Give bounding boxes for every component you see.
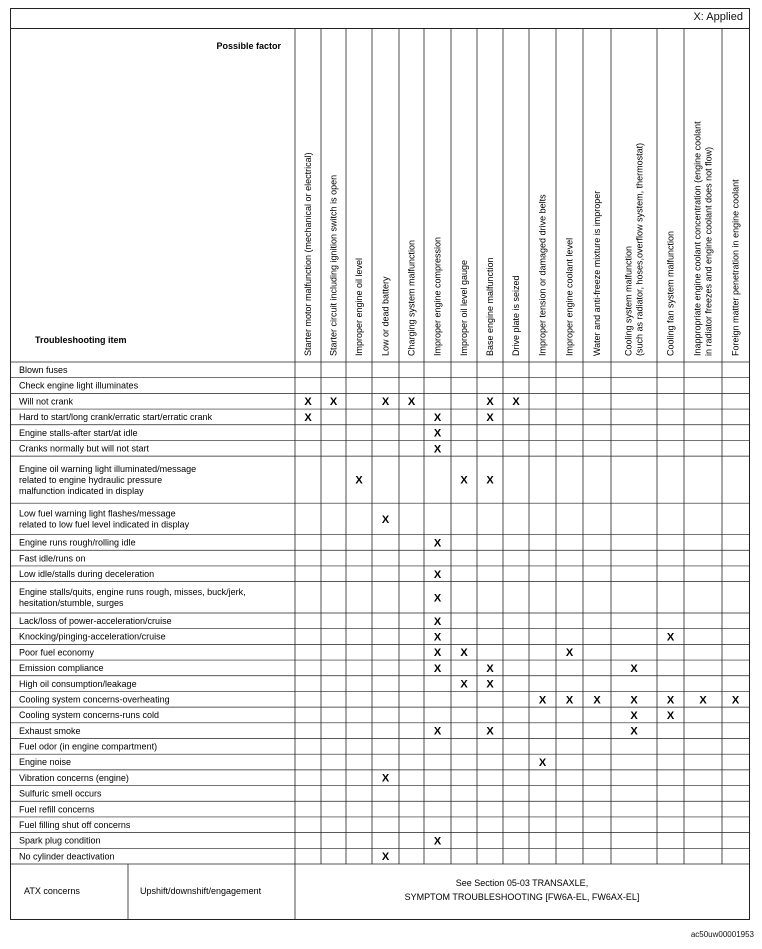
factor-column-label: Water and anti-freeze mixture is improper [592, 190, 602, 356]
row-label: Fuel filling shut off concerns [19, 819, 131, 830]
applied-mark: X [433, 568, 442, 581]
row-label: Hard to start/long crank/erratic start/erratic crank [19, 412, 213, 423]
row-label: Engine stalls-after start/at idle [19, 427, 138, 438]
applied-mark: X [433, 662, 442, 675]
factor-column-header [303, 152, 313, 356]
row-label: Emission compliance [19, 663, 104, 674]
table-rows [11, 365, 749, 864]
table-row [11, 632, 749, 645]
factor-column-label: Improper engine compression [432, 236, 443, 356]
atx-concerns-sublabel: Upshift/downshift/engagement [140, 886, 262, 896]
factor-column-label: Inappropriate engine coolant concentration (engine coolant [692, 121, 703, 356]
table-row [11, 464, 749, 503]
table-row [11, 587, 749, 613]
table-row [11, 443, 749, 456]
table-row [11, 509, 749, 535]
table-row [11, 365, 749, 378]
factor-column-header [433, 237, 443, 356]
table-row [11, 710, 749, 723]
applied-mark: X [666, 709, 675, 722]
row-label: related to engine hydraulic pressure [19, 474, 163, 485]
applied-mark: X [565, 694, 574, 707]
row-label: Vibration concerns (engine) [19, 772, 129, 783]
applied-mark: X [630, 662, 638, 675]
row-label: Fuel odor (in engine compartment) [19, 741, 158, 752]
applied-mark: X [486, 396, 494, 409]
applied-mark: X [433, 427, 442, 440]
factor-column-label: (such as radiator, hoses,overflow system, thermostat) [634, 142, 645, 356]
row-label: Fuel refill concerns [19, 804, 95, 815]
applied-mark: X [538, 694, 547, 707]
table-header [35, 41, 281, 345]
applied-mark: X [381, 513, 390, 526]
row-label: Low fuel warning light flashes/message [19, 508, 176, 519]
table-row [11, 789, 749, 802]
applied-mark: X [630, 694, 638, 707]
applied-mark: X [381, 396, 390, 409]
applied-mark: X [460, 678, 468, 691]
applied-mark: X [433, 537, 442, 550]
row-label: Engine stalls/quits, engine runs rough, misses, buck/jerk, [19, 587, 246, 598]
row-label: Cranks normally but will not start [19, 443, 150, 454]
applied-mark: X [433, 443, 442, 456]
applied-mark: X [731, 694, 740, 707]
applied-mark: X [666, 631, 675, 644]
applied-mark: X [433, 725, 442, 738]
row-label: Fast idle/runs on [19, 553, 86, 564]
row-label: High oil consumption/leakage [19, 678, 137, 689]
applied-mark: X [512, 396, 520, 409]
row-label: malfunction indicated in display [19, 485, 144, 496]
row-label: Knocking/pinging-acceleration/cruise [19, 631, 166, 642]
row-label: Low idle/stalls during deceleration [19, 568, 155, 579]
applied-mark: X [329, 396, 338, 409]
row-label: Check engine light illuminates [19, 380, 139, 391]
factor-column-header [731, 179, 741, 356]
applied-mark: X [630, 709, 638, 722]
applied-mark: X [381, 772, 390, 785]
table-row [11, 679, 749, 692]
applied-mark: X [538, 757, 547, 770]
image-code: ac50uw00001953 [690, 930, 754, 939]
row-label: Exhaust smoke [19, 725, 81, 736]
table-row [11, 742, 749, 755]
table-row [11, 804, 749, 817]
factor-columns [303, 121, 741, 356]
applied-mark: X [460, 474, 468, 487]
factor-column-label: Improper tension or damaged drive belts [537, 194, 548, 356]
applied-mark: X [433, 835, 442, 848]
factor-column-header [592, 191, 602, 356]
table-row [11, 569, 749, 582]
factor-column-header [381, 276, 391, 356]
factor-column-header [693, 121, 714, 356]
applied-mark: X [381, 851, 390, 864]
applied-mark: X [304, 411, 312, 424]
table-row [11, 663, 749, 676]
atx-concerns-row [24, 878, 639, 902]
table-row [11, 694, 749, 707]
factor-column-label: Foreign matter penetration in engine coolant [730, 179, 741, 356]
row-label: Poor fuel economy [19, 647, 95, 658]
applied-mark: X [433, 631, 442, 644]
table-row [11, 537, 749, 550]
table-row [11, 835, 749, 848]
factor-column-label: Starter motor malfunction (mechanical or electrical) [303, 152, 313, 356]
applied-mark: X [355, 474, 363, 487]
applied-mark: X [593, 694, 601, 707]
applied-mark: X [630, 725, 638, 738]
applied-mark: X [486, 662, 494, 675]
row-label: Lack/loss of power-acceleration/cruise [19, 616, 172, 627]
table-row [11, 647, 749, 660]
legend-label: X: Applied [693, 11, 743, 23]
row-label: Engine noise [19, 757, 72, 768]
troubleshooting-table [11, 28, 749, 920]
applied-mark: X [433, 615, 442, 628]
factor-column-header [354, 258, 364, 356]
factor-column-header [485, 257, 495, 356]
row-label: Engine oil warning light illuminated/message [19, 463, 197, 474]
factor-column-label: Starter circuit including ignition switch is open [328, 174, 339, 356]
row-label: Will not crank [19, 396, 74, 407]
atx-concerns-label: ATX concerns [24, 886, 80, 896]
factor-column-label: Improper engine oil level [354, 257, 364, 356]
factor-column-label: Drive plate is seized [511, 275, 521, 356]
table-row [11, 412, 749, 425]
table-row [11, 820, 749, 833]
applied-mark: X [433, 411, 442, 424]
troubleshooting-page [10, 8, 750, 920]
factor-column-label: Low or dead battery [380, 276, 391, 356]
atx-section-note-line2: SYMPTOM TROUBLESHOOTING [FW6A-EL, FW6AX-EL] [404, 892, 640, 902]
factor-column-label: Cooling system malfunction [623, 245, 634, 356]
factor-column-label: Cooling fan system malfunction [665, 230, 676, 356]
applied-mark: X [407, 396, 416, 409]
factor-column-header [329, 175, 339, 356]
factor-column-header [511, 275, 521, 356]
row-label: Sulfuric smell occurs [19, 788, 102, 799]
applied-mark: X [433, 647, 442, 660]
row-label: hesitation/stumble, surges [19, 598, 124, 609]
factor-column-header [666, 231, 676, 356]
table-row [11, 428, 749, 441]
table-row [11, 726, 749, 739]
factor-column-label: Base engine malfunction [485, 257, 495, 356]
row-label: No cylinder deactivation [19, 851, 115, 862]
table-row [11, 616, 749, 629]
possible-factor-label: Possible factor [216, 41, 281, 51]
applied-mark: X [666, 694, 675, 707]
factor-column-label: in radiator freezes and engine coolant does not flow) [703, 146, 714, 356]
factor-column-label: Improper oil level gauge [459, 259, 469, 356]
row-label: Cooling system concerns-overheating [19, 694, 170, 705]
table-row [11, 851, 749, 864]
troubleshooting-item-label: Troubleshooting item [35, 335, 127, 345]
atx-section-note-line1: See Section 05-03 TRANSAXLE, [455, 878, 589, 888]
factor-column-header [538, 194, 548, 356]
applied-mark: X [304, 396, 312, 409]
factor-column-label: Improper engine coolant level [564, 237, 575, 356]
table-row [11, 553, 749, 566]
factor-column-header [624, 143, 645, 356]
applied-mark: X [486, 411, 494, 424]
factor-column-header [459, 260, 469, 356]
factor-column-header [565, 238, 575, 356]
applied-mark: X [486, 678, 494, 691]
row-label: related to low fuel level indicated in display [19, 519, 190, 530]
applied-mark: X [433, 592, 442, 605]
table-row [11, 773, 749, 786]
applied-mark: X [699, 694, 707, 707]
applied-mark: X [486, 474, 494, 487]
row-label: Engine runs rough/rolling idle [19, 537, 136, 548]
table-row [11, 381, 749, 394]
row-label: Spark plug condition [19, 835, 101, 846]
table-row [11, 757, 749, 770]
row-label: Blown fuses [19, 365, 68, 376]
factor-column-header [407, 240, 417, 356]
table-row [11, 396, 749, 409]
applied-mark: X [460, 647, 468, 660]
applied-mark: X [486, 725, 494, 738]
applied-mark: X [565, 647, 574, 660]
row-label: Cooling system concerns-runs cold [19, 710, 160, 721]
factor-column-label: Charging system malfunction [406, 239, 417, 356]
